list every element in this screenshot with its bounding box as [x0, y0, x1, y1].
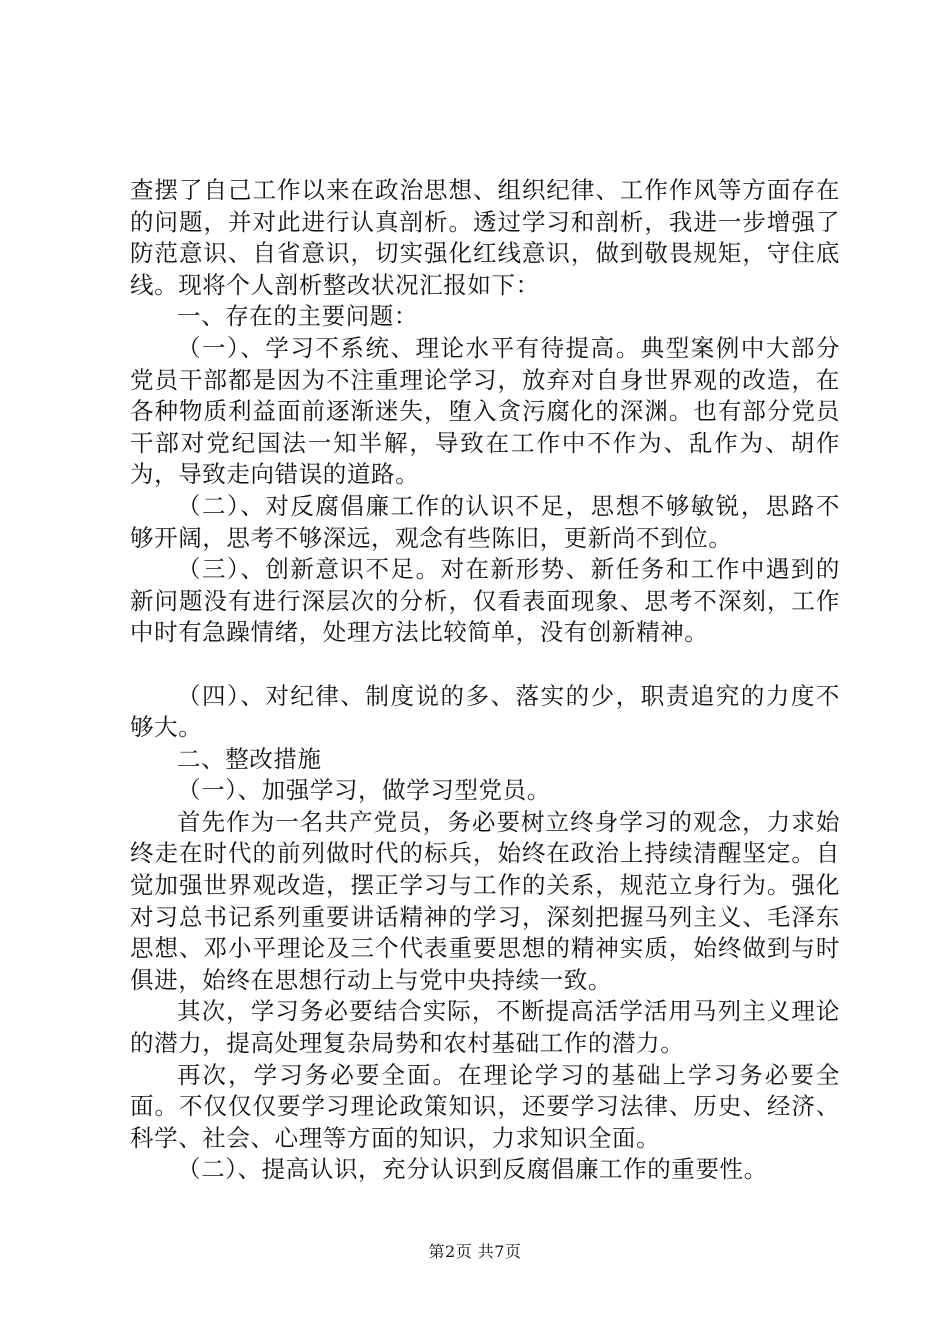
paragraph-problem-1: （一）、学习不系统、理论水平有待提高。典型案例中大部分党员干部都是因为不注重理论学习，放弃对自身世界观的改造，在各种物质利益面前逐渐迷失，堕入贪污腐化的深渊。也有部分党员干部对党纪国法一知半解，导致在工作中不作为、乱作为、胡作为，导致走向错误的道路。 — [130, 333, 840, 489]
paragraph-problem-4: （四）、对纪律、制度说的多、落实的少，职责追究的力度不够大。 — [130, 681, 840, 742]
paragraph-measure-1-first: 首先作为一名共产党员，务必要树立终身学习的观念，力求始终走在时代的前列做时代的标兵，始终在政治上持续清醒坚定。自觉加强世界观改造，摆正学习与工作的关系，规范立身行为。强化对习总书记系列重要讲话精神的学习，深刻把握马列主义、毛泽东思想、邓小平理论及三个代表重要思想的精神实质，始终做到与时俱进，始终在思想行动上与党中央持续一致。 — [130, 807, 840, 994]
subheading-measure-2: （二）、提高认识，充分认识到反腐倡廉工作的重要性。 — [177, 1155, 768, 1184]
paragraph-problem-2: （二）、对反腐倡廉工作的认识不足，思想不够敏锐，思路不够开阔，思考不够深远，观念有些陈旧，更新尚不到位。 — [130, 491, 840, 552]
document-body — [130, 175, 840, 1186]
heading-main-problems: 一、存在的主要问题： — [177, 302, 418, 331]
paragraph-problem-3: （三）、创新意识不足。对在新形势、新任务和工作中遇到的新问题没有进行深层次的分析，仅看表面现象、思考不深刻，工作中时有急躁情绪，处理方法比较简单，没有创新精神。 — [130, 555, 840, 647]
blank-line — [130, 649, 840, 681]
paragraph-measure-1-second: 其次，学习务必要结合实际，不断提高活学活用马列主义理论的潜力，提高处理复杂局势和农村基础工作的潜力。 — [130, 997, 840, 1058]
paragraph-measure-1-third: 再次，学习务必要全面。在理论学习的基础上学习务必要全面。不仅仅仅要学习理论政策知识，还要学习法律、历史、经济、科学、社会、心理等方面的知识，力求知识全面。 — [130, 1060, 840, 1152]
heading-rectification-measures: 二、整改措施 — [177, 744, 322, 773]
page-number-footer: 第2页 共7页 — [428, 1242, 522, 1261]
paragraph-intro-continued: 查摆了自己工作以来在政治思想、组织纪律、工作作风等方面存在的问题，并对此进行认真剖析。透过学习和剖析，我进一步增强了防范意识、自省意识，切实强化红线意识，做到敬畏规矩，守住底线。现将个人剖析整改状况汇报如下： — [130, 176, 840, 299]
subheading-measure-1: （一）、加强学习，做学习型党员。 — [177, 776, 551, 805]
